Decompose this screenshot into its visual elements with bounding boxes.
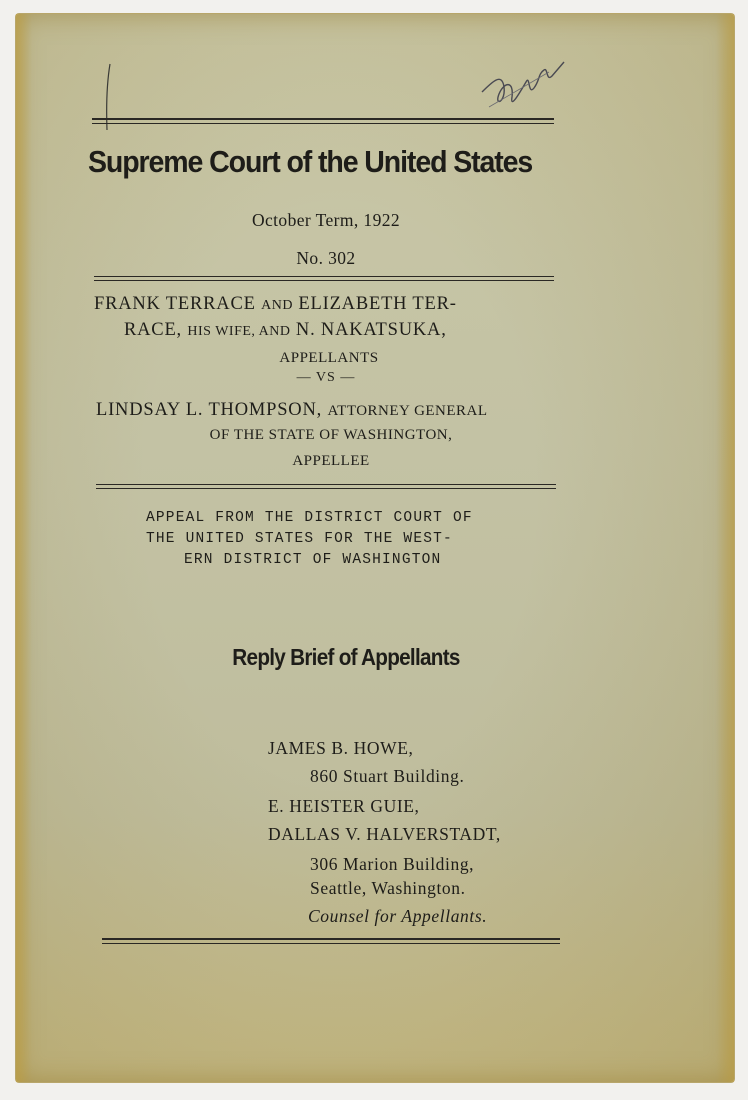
appellee-role: APPELLEE (292, 453, 370, 469)
versus: — VS — (296, 370, 356, 385)
appellant-1: FRANK TERRACE (94, 294, 256, 314)
counsel-block (268, 738, 688, 927)
page-edge-left (16, 14, 32, 1082)
term-label: October Term, 1922 (251, 210, 401, 230)
address-1: 860 Stuart Building. (310, 766, 465, 786)
attorney-2: E. HEISTER GUIE, (268, 796, 420, 816)
appellee-title: ATTORNEY GENERAL (327, 403, 488, 419)
address-2: 306 Marion Building, (310, 854, 475, 874)
and-word: AND (261, 298, 293, 313)
appellant-2-part: ELIZABETH TER- (298, 294, 457, 314)
rule-3 (96, 484, 556, 489)
appellant-3: N. NAKATSUKA, (295, 320, 447, 340)
appeal-line-2: THE UNITED STATES FOR THE WEST- (146, 531, 453, 547)
appellee-name: LINDSAY L. THOMPSON, (96, 400, 323, 420)
appellant-2-rest: RACE, (124, 320, 182, 340)
document-page (16, 14, 734, 1082)
bottom-double-rule (102, 938, 560, 944)
appellants-block (94, 292, 564, 370)
appeal-block (146, 508, 566, 571)
counsel-role: Counsel for Appellants. (308, 906, 488, 926)
brief-title: Reply Brief of Appellants (232, 644, 460, 670)
handwritten-signature-icon (474, 52, 574, 122)
his-wife: HIS WIFE, AND (187, 324, 291, 339)
court-title: Supreme Court of the United States (88, 144, 533, 179)
page-edge-right (716, 14, 734, 1082)
appeal-line-1: APPEAL FROM THE DISTRICT COURT OF (146, 510, 473, 526)
attorney-3: DALLAS V. HALVERSTADT, (268, 824, 501, 844)
city: Seattle, Washington. (310, 878, 466, 898)
top-double-rule (92, 118, 554, 124)
appellee-block (96, 398, 566, 473)
case-number: No. 302 (296, 248, 356, 268)
appellants-role: APPELLANTS (279, 350, 379, 366)
rule-2 (94, 276, 554, 281)
appellee-state: OF THE STATE OF WASHINGTON, (209, 427, 453, 443)
attorney-1: JAMES B. HOWE, (268, 738, 414, 758)
appeal-line-3: ERN DISTRICT OF WASHINGTON (184, 552, 442, 568)
